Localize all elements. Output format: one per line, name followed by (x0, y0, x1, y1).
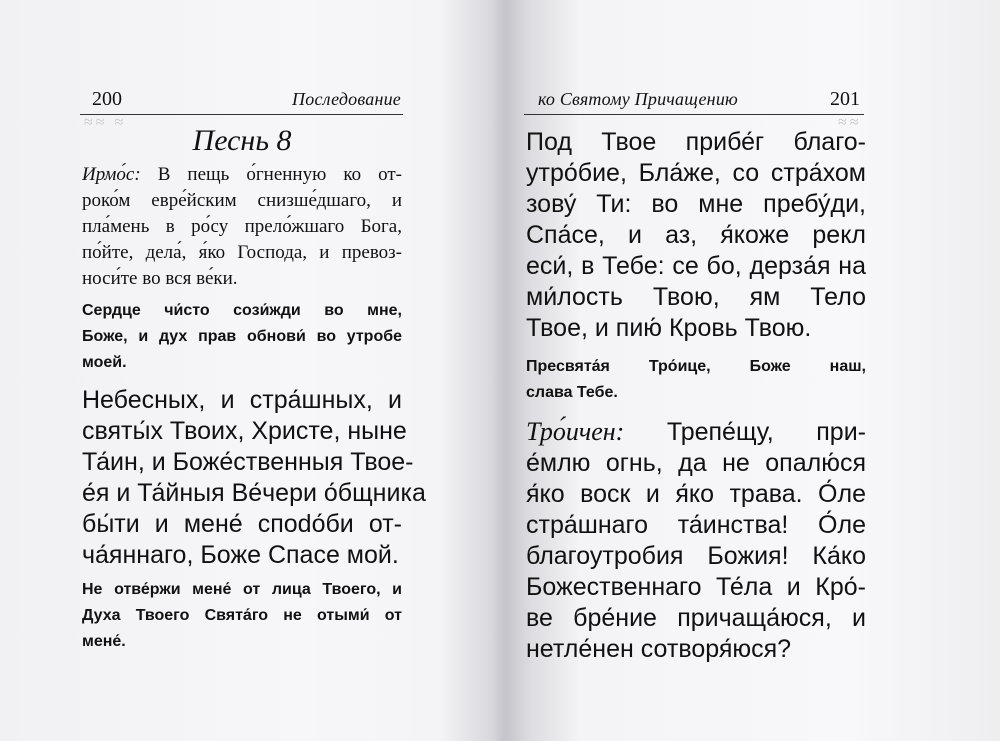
right-ornament-icon: ≈≈ (838, 114, 862, 131)
theotokion-line: Божественнаго Те́ла и Кро́- (526, 573, 866, 601)
troparion-line: Та́ин, и Боже́ственныя Твое- (82, 448, 414, 476)
troparion-line: Твое, и пию́ Кровь Твою. (526, 314, 812, 342)
right-page (500, 0, 1000, 741)
troparion-line: ча́яннаго, Боже Спасе мой. (82, 541, 399, 569)
troparion-line: святы́х Твоих, Христе, ныне (82, 417, 407, 445)
refrain-line: Сердце чи́сто сози́жди во мне, (82, 302, 402, 319)
left-page-number: 200 (92, 88, 122, 110)
theotokion-line: нетле́нен сотворя́юся? (526, 635, 792, 663)
refrain-line: Пресвята́я Тро́ице, Боже наш, (526, 358, 866, 375)
troparion-line: е́я и Та́йныя Ве́чери о́бщника (82, 479, 426, 507)
troparion-line: зову́ Ти: во мне пребу́ди, (526, 190, 866, 218)
refrain-line: слава Тебе. (526, 384, 618, 401)
theotokion-line: я́ко воск и я́ко трава. О́ле (526, 480, 866, 508)
troparion-line: еси́, в Тебе: се бо, дерза́я на (526, 252, 866, 280)
troparion-paragraph (526, 127, 866, 344)
theotokion-label: Тро́ичен: (526, 417, 625, 446)
troparion-line: Небесных, и стра́шных, и (82, 386, 402, 414)
left-page (0, 0, 470, 741)
right-running-head (524, 88, 864, 115)
troparion-line: ми́лость Твою, ям Тело (526, 283, 866, 311)
troparion-line: Под Твое прибе́г благо- (526, 128, 866, 156)
refrain-line: Духа Твоего Свята́го не отыми́ от (82, 607, 402, 624)
refrain-line: мене́. (82, 633, 126, 650)
right-running-title: ко Святому Причащению (538, 89, 738, 109)
refrain-line: Не отве́ржи мене́ от лица Твоего, и (82, 581, 402, 598)
irmos-line: по́йте, дела́, я́ко Господа, и превоз- (82, 242, 402, 263)
theotokion-line: Трепе́щу, при- (666, 418, 867, 446)
left-running-title: Последование (292, 89, 401, 109)
troparion-paragraph (82, 385, 426, 571)
theotokion-line: благоутробия Божия! Ка́ко (526, 542, 866, 570)
theotokion-line: ве бре́ние причаща́юся, и (526, 604, 866, 632)
refrain-paragraph (526, 354, 866, 406)
irmos-line: В пещь о́гненную ко от- (157, 164, 403, 185)
left-running-head (80, 88, 403, 115)
irmos-label: Ирмо́с: (82, 164, 141, 185)
irmos-line: носи́те во вся ве́ки. (82, 268, 238, 289)
irmos-line: пла́мень в ро́су прело́жшаго Бога, (82, 216, 402, 237)
troparion-line: бы́ти и мене́ спodо́би от- (82, 510, 402, 538)
left-text-block (82, 122, 426, 655)
refrain-paragraph (82, 298, 402, 376)
theotokion-line: стра́шнаго та́инства! О́ле (526, 511, 866, 539)
theotokion-paragraph (526, 416, 866, 665)
troparion-line: утро́бие, Бла́же, со стра́хом (526, 159, 866, 187)
right-text-block (526, 122, 866, 665)
refrain-line: Боже, и дух прав обнови́ во утробе (82, 328, 402, 345)
section-title: Песнь 8 (192, 124, 292, 157)
refrain-line: моей. (82, 354, 127, 371)
left-ornament-icon: ≈≈ ≈ (84, 114, 127, 131)
refrain-paragraph (82, 577, 402, 655)
theotokion-line: е́млю огнь, да не опалю́ся (526, 449, 866, 477)
irmos-line: роко́м евре́йским снизше́дшаго, и (82, 190, 402, 211)
right-page-number: 201 (830, 88, 860, 110)
troparion-line: Спа́се, и аз, я́коже рекл (526, 221, 866, 249)
irmos-paragraph (82, 162, 402, 292)
